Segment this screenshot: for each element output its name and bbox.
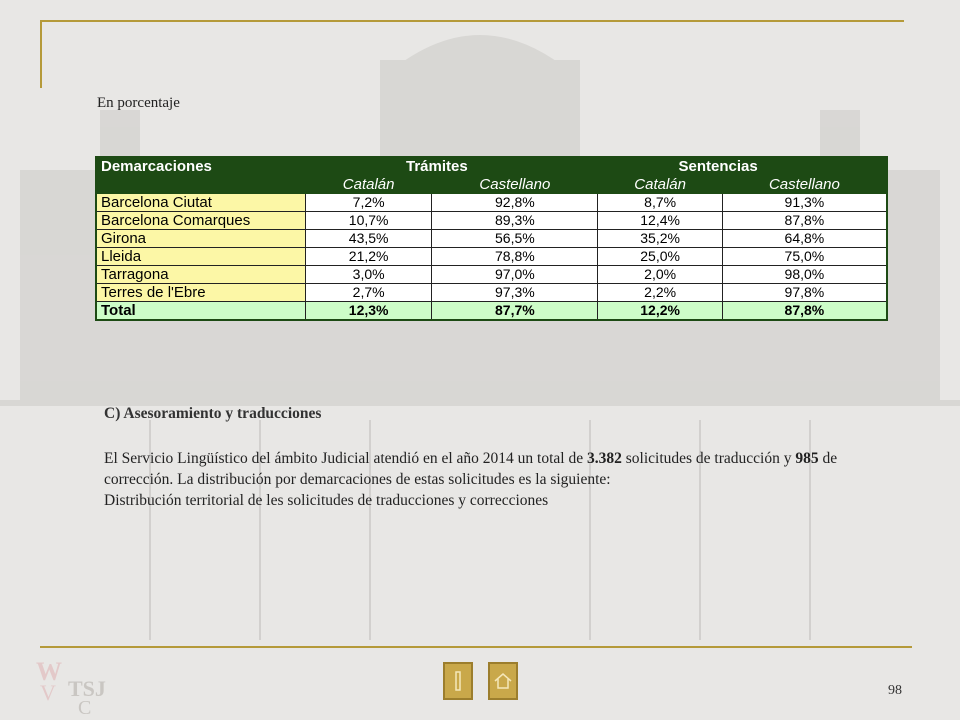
cell-value: 43,5% bbox=[306, 230, 432, 248]
total-value: 87,7% bbox=[432, 302, 598, 321]
paragraph-text: solicitudes de traducción y bbox=[621, 450, 796, 467]
cell-value: 2,0% bbox=[598, 266, 722, 284]
svg-text:TSJ: TSJ bbox=[68, 676, 106, 701]
cell-value: 2,7% bbox=[306, 284, 432, 302]
table-row bbox=[96, 284, 887, 302]
header-demarcaciones: Demarcaciones bbox=[96, 157, 306, 176]
cell-value: 21,2% bbox=[306, 248, 432, 266]
paragraph-text: El Servicio Lingüístico del ámbito Judicial atendió en el año 2014 un total de bbox=[104, 450, 587, 467]
total-value: 87,8% bbox=[722, 302, 887, 321]
cell-value: 91,3% bbox=[722, 194, 887, 212]
cell-value: 98,0% bbox=[722, 266, 887, 284]
total-label: Total bbox=[96, 302, 306, 321]
row-name: Barcelona Ciutat bbox=[96, 194, 306, 212]
cell-value: 56,5% bbox=[432, 230, 598, 248]
svg-text:V: V bbox=[40, 680, 56, 705]
svg-text:C: C bbox=[78, 697, 92, 714]
body-paragraph bbox=[104, 448, 904, 511]
cell-value: 97,0% bbox=[432, 266, 598, 284]
header-tramites: Trámites bbox=[306, 157, 598, 176]
cell-value: 2,2% bbox=[598, 284, 722, 302]
back-button[interactable] bbox=[443, 662, 473, 700]
tsjc-logo bbox=[36, 650, 116, 714]
paragraph-text: de corrección. La distribución por demarcaciones de estas solicitudes es la siguiente: bbox=[104, 450, 838, 488]
table-row bbox=[96, 194, 887, 212]
cell-value: 25,0% bbox=[598, 248, 722, 266]
table-subheader-row bbox=[96, 176, 887, 194]
table-row bbox=[96, 266, 887, 284]
cell-value: 97,8% bbox=[722, 284, 887, 302]
section-title: C) Asesoramiento y traducciones bbox=[104, 405, 322, 422]
cell-value: 97,3% bbox=[432, 284, 598, 302]
total-value: 12,2% bbox=[598, 302, 722, 321]
total-value: 12,3% bbox=[306, 302, 432, 321]
row-name: Lleida bbox=[96, 248, 306, 266]
cell-value: 75,0% bbox=[722, 248, 887, 266]
cell-value: 7,2% bbox=[306, 194, 432, 212]
back-arrow-icon bbox=[451, 670, 465, 692]
cell-value: 78,8% bbox=[432, 248, 598, 266]
table-total-row bbox=[96, 302, 887, 321]
cell-value: 89,3% bbox=[432, 212, 598, 230]
home-button[interactable] bbox=[488, 662, 518, 700]
language-percentage-table bbox=[95, 156, 888, 321]
subheader-castellano-sentencias: Castellano bbox=[722, 176, 887, 194]
table-header-row bbox=[96, 157, 887, 176]
paragraph-subtitle: Distribución territorial de les solicitudes de traducciones y correcciones bbox=[104, 492, 549, 509]
cell-value: 8,7% bbox=[598, 194, 722, 212]
row-name: Terres de l'Ebre bbox=[96, 284, 306, 302]
table-row bbox=[96, 212, 887, 230]
cell-value: 10,7% bbox=[306, 212, 432, 230]
table-caption: En porcentaje bbox=[97, 95, 180, 111]
header-sentencias: Sentencias bbox=[598, 157, 887, 176]
bottom-gold-line bbox=[40, 646, 912, 648]
subheader-castellano-tramites: Castellano bbox=[432, 176, 598, 194]
cell-value: 35,2% bbox=[598, 230, 722, 248]
cell-value: 87,8% bbox=[722, 212, 887, 230]
cell-value: 64,8% bbox=[722, 230, 887, 248]
page-number: 98 bbox=[888, 683, 902, 698]
left-gold-line bbox=[40, 20, 42, 88]
svg-text:W: W bbox=[36, 657, 62, 686]
correction-count: 985 bbox=[795, 450, 819, 467]
row-name: Tarragona bbox=[96, 266, 306, 284]
home-icon bbox=[493, 671, 513, 691]
top-gold-line bbox=[40, 20, 904, 22]
row-name: Girona bbox=[96, 230, 306, 248]
row-name: Barcelona Comarques bbox=[96, 212, 306, 230]
subheader-empty bbox=[96, 176, 306, 194]
cell-value: 12,4% bbox=[598, 212, 722, 230]
table-row bbox=[96, 248, 887, 266]
paragraph-main bbox=[104, 448, 904, 490]
subheader-catalan-sentencias: Catalán bbox=[598, 176, 722, 194]
table-row bbox=[96, 230, 887, 248]
translation-count: 3.382 bbox=[586, 450, 622, 467]
cell-value: 92,8% bbox=[432, 194, 598, 212]
cell-value: 3,0% bbox=[306, 266, 432, 284]
subheader-catalan-tramites: Catalán bbox=[306, 176, 432, 194]
